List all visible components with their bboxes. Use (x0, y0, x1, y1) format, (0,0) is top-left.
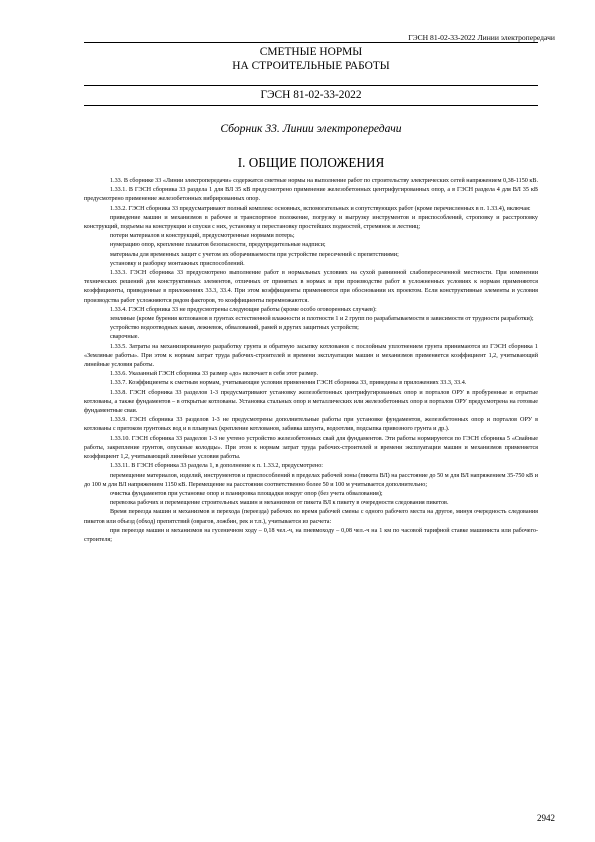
paragraph: 1.33.6. Указанный ГЭСН сборника 33 размер «до» включает в себя этот размер. (110, 371, 319, 378)
paragraph: приведение машин и механизмов в рабочее и транспортное положение, погрузку и выгрузку инструментов и приспособлений, строповку и расстроповку конструкций, подъемы на конструкции и спуски с них, установку и перестановку простейших подмостей, стремянок и лестниц; (84, 214, 538, 231)
document-title (84, 45, 538, 73)
paragraph: потери материалов и конструкций, предусмотренные нормами потерь; (110, 233, 295, 240)
paragraph: 1.33.11. В ГЭСН сборника 33 раздела 1, в дополнение к п. 1.33.2, предусмотрено: (110, 463, 323, 470)
paragraph: 1.33.9. ГЭСН сборника 33 разделов 1-3 не предусмотрены дополнительные работы при установке фундаментов, железобетонных опор и порталов ОРУ в котлованы с притоком грунтовых вод и в плывунах (крепление котлованов, забивка шпунта, водоотлив, подсыпка привозного грунта и др.). (84, 417, 538, 433)
paragraph: земляные (кроме бурения котлованов в грунтах естественной влажности и плотности 1 и 2 групп по разрабатываемости в зависимости от трудности разработки); (110, 316, 534, 323)
paragraph: 1.33.5. Затраты на механизированную разработку грунта и обратную засыпку котлованов с послойным уплотнением грунта принимаются из ГЭСН сборника 1 «Земляные работы». При этом к нормам затрат труда рабочих-строителей и времени эксплуатации машин и механизмов применяется коэффициент 1,2, учитывающий линейные условия работы. (84, 343, 538, 369)
paragraph: очистка фундаментов при установке опор и планировка площадки вокруг опор (без учета обвалования); (110, 490, 383, 497)
paragraph: 1.33.10. ГЭСН сборника 33 разделов 1-3 не учтено устройство железобетонных свай для фундаментов. Эти работы нормируются по ГЭСН сборника 5 «Свайные работы, закрепление грунтов, опускные колодцы». При этом к нормам затрат труда рабочих-строителей и времени эксплуатации машин и механизмов применяется коэффициент 1,2, учитывающий линейные условия работы. (84, 435, 538, 461)
title-rule-top (84, 85, 538, 86)
paragraph: при переезде машин и механизмов на гусеничном ходу – 0,18 чел.-ч, на пневмоходу – 0,08 чел.-ч на 1 км по часовой тарифной ставке машиниста или рабочего-строителя; (84, 527, 538, 543)
body-text (84, 177, 538, 545)
running-header: ГЭСН 81-02-33-2022 Линии электропередачи (408, 33, 555, 42)
title-rule-bottom (84, 105, 538, 106)
paragraph: 1.33.4. ГЭСН сборника 33 не предусмотрены следующие работы (кроме особо оговоренных случаев): (110, 306, 377, 313)
paragraph: 1.33.1. В ГЭСН сборника 33 раздела 1 для ВЛ 35 кВ предусмотрено применение железобетонных центрифугированных опор, а в ГЭСН раздела 4 для ВЛ 35 кВ предусмотрено применение железобетонных вибрированных опор. (84, 187, 538, 203)
paragraph: 1.33.7. Коэффициенты к сметным нормам, учитывающие условия применения ГЭСН сборника 33, приведены в приложениях 33.3, 33.4. (110, 380, 467, 387)
paragraph: нумерацию опор, крепление плакатов безопасности, предупредительные надписи; (110, 242, 326, 249)
paragraph: 1.33.2. ГЭСН сборника 33 предусматривают полный комплекс основных, вспомогательных и сопутствующих работ (кроме перечисленных в п. 1.33.4), включая: (110, 205, 531, 212)
paragraph: перемещение материалов, изделий, инструментов и приспособлений в пределах рабочей зоны (пикета ВЛ) на расстояние до 50 м для ВЛ напряжением 35-750 кВ и до 100 м для ВЛ напряжением 1150 кВ. Перемещение на расстояния соответственно более 50 и 100 м учитывается дополнительно; (84, 472, 538, 488)
paragraph: устройство водоотводных канав, лежневок, обвалований, рамей и других защитных устройств; (110, 325, 359, 332)
page-number: 2942 (537, 813, 555, 823)
header-rule (84, 42, 538, 43)
collection-title: Сборник 33. Линии электропередачи (220, 122, 402, 135)
paragraph: 1.33. В сборнике 33 «Линии электропередачи» содержатся сметные нормы на выполнение работ по строительству электрических сетей напряжением 0,38-1150 кВ. (110, 178, 538, 184)
section-heading: I. ОБЩИЕ ПОЛОЖЕНИЯ (237, 155, 385, 170)
paragraph: Время переезда машин и механизмов и перехода (переезда) рабочих во время рабочей смены с одного рабочего места на другое, минуя очередность следования пикетов или объезд (обход) препятствий (оврагов, ложбин, рек и т.п.), учитывается из расчета: (84, 509, 538, 525)
title-line-2: НА СТРОИТЕЛЬНЫЕ РАБОТЫ (232, 60, 390, 72)
paragraph: 1.33.8. ГЭСН сборника 33 разделов 1-3 предусматривают установку железобетонных центрифугированных опор и порталов ОРУ в пробуренные и отрытые котлованы, а также фундаментов – в открытые котлованы. Установка стальных опор и металлических или железобетонных опор и порталов ОРУ предусмотрена на готовые фундаментные сваи. (84, 389, 538, 415)
title-line-1: СМЕТНЫЕ НОРМЫ (259, 46, 363, 58)
paragraph: материалы для временных защит с учетом их оборачиваемости при устройстве пересечений с препятствиями; (110, 251, 399, 258)
document-code: ГЭСН 81-02-33-2022 (260, 89, 362, 101)
paragraph: 1.33.3. ГЭСН сборника 33 предусмотрено выполнение работ в нормальных условиях на сухой равнинной слабопересеченной местности. При изменении технических решений для конструктивных элементов, отличных от принятых в нормах и при производстве работ в усложненных условиях к нормам применяются коэффициенты, приведенные в приложениях 33.3, 33.4. При этом коэффициенты применяются при обосновании их проектом. Если конструктивные элементы и условия производства работ усложняются рядом факторов, то коэффициенты перемножаются. (84, 270, 538, 304)
paragraph: установку и разборку монтажных приспособлений. (110, 260, 245, 267)
paragraph: сварочные. (110, 334, 140, 341)
paragraph: перевозка рабочих и перемещение строительных машин и механизмов от пикета ВЛ к пикету в очередности следования пикетов. (110, 500, 449, 507)
